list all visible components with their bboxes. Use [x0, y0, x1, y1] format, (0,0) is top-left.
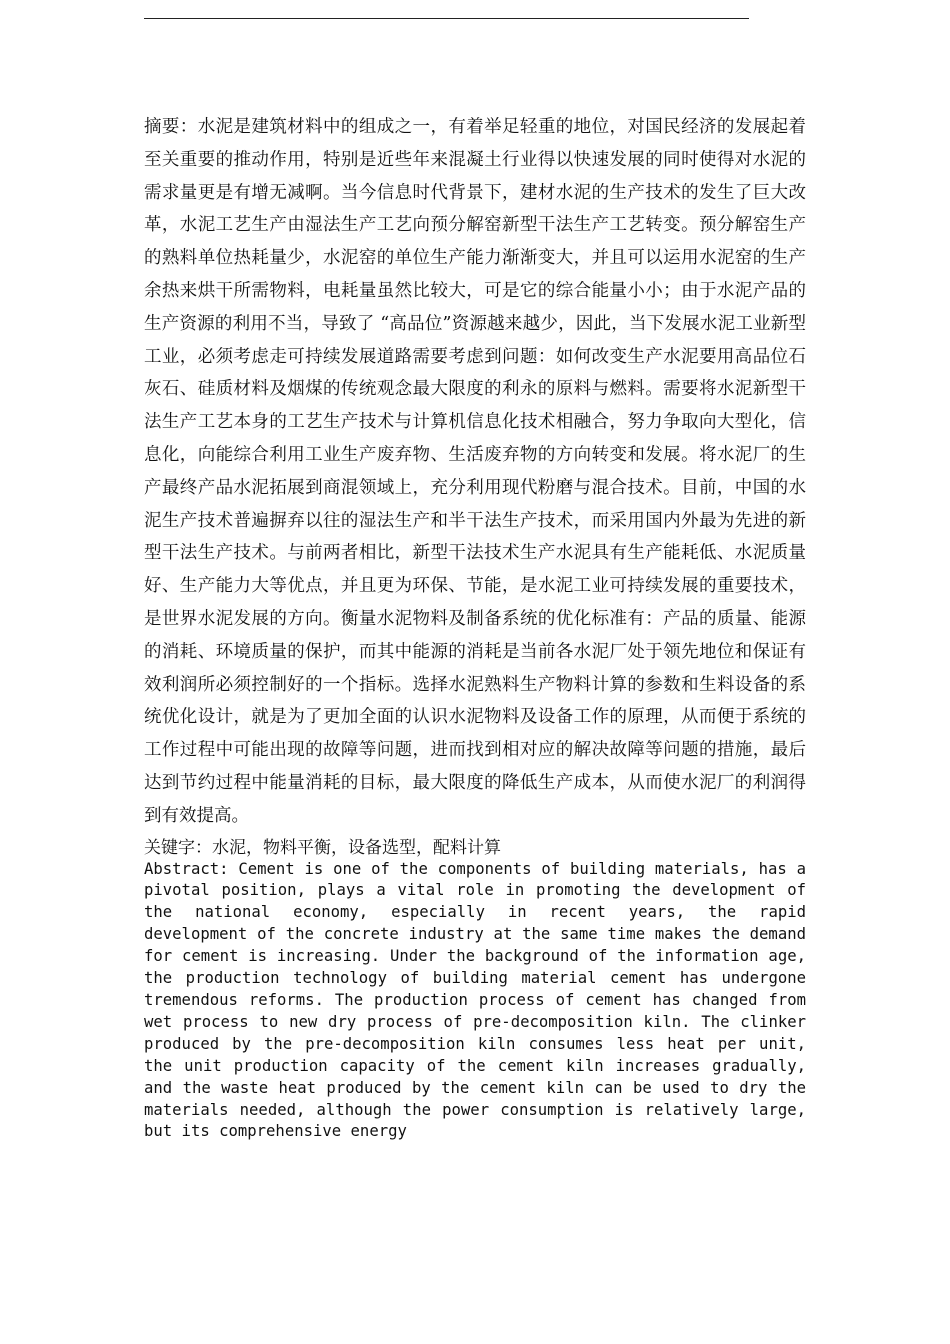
- page-body: [144, 111, 806, 1143]
- english-abstract: Abstract: Cement is one of the components of building materials, has a pivotal position, plays a vital role in promoting the development of the national economy, especially in recent years, the rapid development of the concrete industry at the same time makes the demand for cement is increasing. Under the background of the information age, the production technology of building material cement has undergone tremendous reforms. The production process of cement has changed from wet process to new dry process of pre-decomposition kiln. The clinker produced by the pre-decomposition kiln consumes less heat per unit, the unit production capacity of the cement kiln increases gradually, and the waste heat produced by the cement kiln can be used to dry the materials needed, although the power consumption is relatively large, but its comprehensive energy: [144, 859, 806, 1141]
- header-rule: [144, 18, 749, 19]
- chinese-keywords: 关键字：水泥，物料平衡，设备选型，配料计算: [144, 837, 501, 858]
- chinese-abstract: 摘要：水泥是建筑材料中的组成之一，有着举足轻重的地位，对国民经济的发展起着至关重要的推动作用，特别是近些年来混凝土行业得以快速发展的同时使得对水泥的需求量更是有增无减啊。当今信息时代背景下，建材水泥的生产技术的发生了巨大改革，水泥工艺生产由湿法生产工艺向预分解窑新型干法生产工艺转变。预分解窑生产的熟料单位热耗量少，水泥窑的单位生产能力渐渐变大，并且可以运用水泥窑的生产余热来烘干所需物料，电耗量虽然比较大，可是它的综合能量小小；由于水泥产品的生产资源的利用不当，导致了 “高品位”资源越来越少，因此，当下发展水泥工业新型工业，必须考虑走可持续发展道路需要考虑到问题：如何改变生产水泥要用高品位石灰石、硅质材料及烟煤的传统观念最大限度的利永的原料与燃料。需要将水泥新型干法生产工艺本身的工艺生产技术与计算机信息化技术相融合，努力争取向大型化，信息化，向能综合利用工业生产废弃物、生活废弃物的方向转变和发展。将水泥厂的生产最终产品水泥拓展到商混领域上，充分利用现代粉磨与混合技术。目前，中国的水泥生产技术普遍摒弃以往的湿法生产和半干法生产技术，而采用国内外最为先进的新型干法生产技术。与前两者相比，新型干法技术生产水泥具有生产能耗低、水泥质量好、生产能力大等优点，并且更为环保、节能，是水泥工业可持续发展的重要技术，是世界水泥发展的方向。衡量水泥物料及制备系统的优化标准有：产品的质量、能源的消耗、环境质量的保护，而其中能源的消耗是当前各水泥厂处于领先地位和保证有效利润所必须控制好的一个指标。选择水泥熟料生产物料计算的参数和生料设备的系统优化设计，就是为了更加全面的认识水泥物料及设备工作的原理，从而便于系统的工作过程中可能出现的故障等问题，进而找到相对应的解决故障等问题的措施，最后达到节约过程中能量消耗的目标，最大限度的降低生产成本，从而使水泥厂的利润得到有效提高。: [144, 117, 806, 826]
